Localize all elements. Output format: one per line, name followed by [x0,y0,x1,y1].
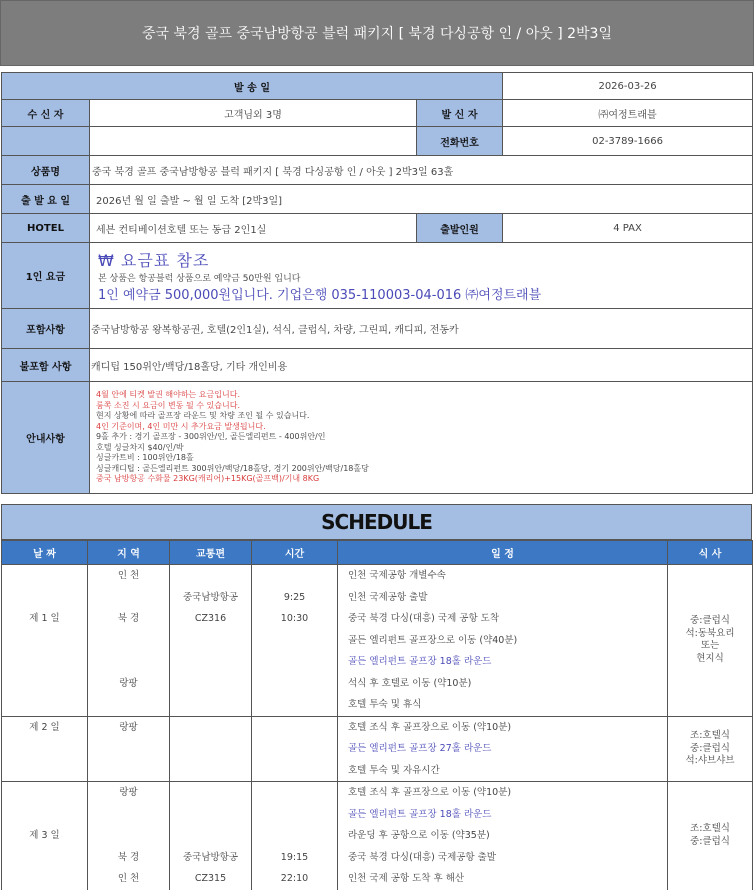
activity-text: 호텔 투숙 및 자유시간 [348,764,440,776]
transport-text: 중국남방항공 [182,851,239,863]
day-cell [2,782,88,890]
fare-payment: 1인 예약금 500,000원입니다. 기업은행 035-110003-04-016 ㈜여정트래블 [98,288,542,303]
transport-text [170,694,251,716]
day-cell [2,716,88,782]
transport-text [170,630,251,652]
region-text: 북 경 [117,613,140,624]
itinerary-cell [338,716,668,782]
meal-text: 조:호텔식 [690,730,730,741]
exclude-label: 불포함 사항 [2,349,90,382]
meal-text: 중:클럽식 [690,615,730,627]
region-cell [88,565,170,717]
activity-text: 인천 국제 공항 도착 후 해산 [348,873,465,884]
guide-line: 싱글캐디팁 : 골든엘리펀트 300위안/백당/18홀당, 경기 200위안/백당/18홀당 [96,463,369,473]
meal-text: 현지식 [696,652,724,664]
activity-text: 골든 엘리펀트 골프장 18홀 라운드 [348,656,492,667]
activity-text: 골든 엘리펀트 골프장 18홀 라운드 [348,808,492,820]
time-text [252,782,337,804]
transport-cell [170,782,252,890]
col-transport: 교통편 [170,541,252,565]
transport-text: 중국남방항공 [182,591,239,603]
day-cell [2,565,88,717]
meal-text: 조:호텔식 [690,823,730,835]
region-text [88,630,169,652]
time-text: 19:15 [280,851,309,863]
transport-cell [170,565,252,717]
col-meal: 식 사 [668,541,753,565]
region-text [88,738,169,760]
sender-label: 발 신 자 [417,100,503,127]
blank-value [90,127,417,156]
region-cell [88,782,170,890]
pax-label: 출발인원 [417,214,503,243]
region-text [88,825,169,847]
schedule-heading: SCHEDULE [1,504,752,540]
activity-text: 중국 북경 다싱(대흥) 국제 공항 도착 [348,613,499,624]
phone-label: 전화번호 [417,127,503,156]
guide-line: 룸쪽 소진 시 요금이 변동 될 수 있습니다. [96,400,240,410]
include-label: 포함사항 [2,309,90,349]
guide-line: 호텔 싱글차지 $40/인/박 [96,442,184,452]
region-text [88,694,169,716]
product-label: 상품명 [2,156,90,185]
time-text [252,717,337,739]
time-text: 22:10 [280,873,309,884]
guide-notes [90,382,753,494]
schedule-day-row [2,716,753,782]
meal-text: 중:클럽식 [690,742,730,754]
col-time: 시간 [252,541,338,565]
hotel-label: HOTEL [2,214,90,243]
region-text [88,804,169,826]
activity-text: 라운딩 후 공항으로 이동 (약35분) [348,830,490,841]
region-text [88,587,169,609]
transport-text [170,673,251,695]
hotel-value: 세븐 컨티베이션호텔 또는 동급 2인1실 [90,214,417,243]
day-label: 제 2 일 [29,721,60,733]
transport-text: CZ315 [194,873,227,884]
time-cell [252,565,338,717]
time-text [252,673,337,695]
transport-cell [170,716,252,782]
exclude-value: 캐디팁 150위안/백당/18홀당, 기타 개인비용 [90,349,753,382]
fare-label: 1인 요금 [2,243,90,309]
region-cell [88,716,170,782]
activity-text: 호텔 조식 후 골프장으로 이동 (약10분) [348,721,512,733]
time-text [252,630,337,652]
schedule-day-row [2,565,753,717]
transport-text: CZ316 [194,613,227,624]
transport-text [170,760,251,782]
guide-label: 안내사항 [2,382,90,494]
phone-value: 02-3789-1666 [503,127,753,156]
time-text [252,804,337,826]
col-region: 지 역 [88,541,170,565]
region-text: 랑팡 [119,721,138,733]
transport-text [170,782,251,804]
time-text [252,651,337,673]
itinerary-cell [338,565,668,717]
transport-text [170,565,251,587]
meal-cell [668,782,753,890]
fare-cell [90,243,753,309]
page-title: 중국 북경 골프 중국남방항공 블럭 패키지 [ 북경 다싱공항 인 / 아웃 ] 2박3일 [0,0,754,66]
depart-label: 출 발 요 일 [2,185,90,214]
activity-text: 골든 엘리펀트 골프장 27홀 라운드 [348,743,492,754]
depart-value: 2026년 월 일 출발 ~ 월 일 도착 [2박3일] [90,185,753,214]
col-date: 날 짜 [2,541,88,565]
guide-line: 중국 남방항공 수화물 23KG(캐리어)+15KG(골프백)/기내 8KG [96,474,320,484]
include-value: 중국남방항공 왕복항공권, 호텔(2인1실), 석식, 클럽식, 차량, 그린피, 캐디피, 전동카 [90,309,753,349]
info-table [1,72,753,494]
activity-text: 호텔 조식 후 골프장으로 이동 (약10분) [348,787,512,798]
activity-text: 석식 후 호텔로 이동 (약10분) [348,677,472,689]
region-text: 랑팡 [119,787,138,798]
activity-text: 골든 엘리펀트 골프장으로 이동 (약40분) [348,634,518,646]
region-text: 인 천 [117,873,140,884]
blank-label [2,127,90,156]
guide-line: 4월 안에 티켓 발권 해야하는 요금입니다. [96,390,240,400]
time-text: 10:30 [280,613,309,624]
transport-text [170,804,251,826]
schedule-table [1,540,753,890]
meal-text: 석:동북요리 [685,627,735,639]
meal-cell [668,716,753,782]
send-date-label: 발 송 일 [2,73,503,100]
activity-text: 인천 국제공항 출발 [348,591,428,603]
day-label: 제 1 일 [29,613,60,624]
guide-line: 4인 기준이며, 4인 미만 시 추가요금 발생됩니다. [96,421,266,431]
transport-text [170,717,251,739]
transport-text [170,651,251,673]
transport-text [170,825,251,847]
region-text [88,651,169,673]
meal-text: 또는 [700,640,720,652]
guide-line: 9홀 추가 : 경기 골프장 - 300위안/인, 골든엘리펀트 - 400위안/인 [96,432,326,442]
time-cell [252,716,338,782]
product-value: 중국 북경 골프 중국남방항공 블럭 패키지 [ 북경 다싱공항 인 / 아웃 ] 2박3일 63홀 [90,156,753,185]
time-text [252,760,337,782]
guide-line: 싱글카트비 : 100위안/18홀 [96,453,194,463]
recipient-label: 수 신 자 [2,100,90,127]
fare-note: 본 상품은 항공블럭 상품으로 예약금 50만원 입니다 [98,274,301,284]
time-cell [252,782,338,890]
transport-text [170,738,251,760]
activity-text: 중국 북경 다싱(대흥) 국제공항 출발 [348,851,496,863]
fare-main: ₩ 요금표 참조 [98,251,210,270]
time-text [252,694,337,716]
region-text [88,760,169,782]
pax-value: 4 PAX [503,214,753,243]
region-text: 랑팡 [119,677,138,689]
time-text [252,565,337,587]
send-date-value: 2026-03-26 [503,73,753,100]
meal-text: 중:클럽식 [690,835,730,847]
itinerary-cell [338,782,668,890]
region-text: 북 경 [117,851,140,863]
guide-line: 현지 상황에 따라 골프장 라운드 및 차량 조인 될 수 있습니다. [96,411,310,421]
meal-text: 석:샤브샤브 [685,755,735,766]
activity-text: 인천 국제공항 개별수속 [348,570,446,581]
recipient-value: 고객님외 3명 [90,100,417,127]
sender-value: ㈜여정트래블 [503,100,753,127]
schedule-day-row [2,782,753,890]
time-text [252,738,337,760]
day-label: 제 3 일 [29,830,60,841]
meal-cell [668,565,753,717]
activity-text: 호텔 투숙 및 휴식 [348,699,422,710]
time-text [252,825,337,847]
region-text: 인 천 [117,570,140,581]
time-text: 9:25 [283,591,306,603]
col-itinerary: 일 정 [338,541,668,565]
